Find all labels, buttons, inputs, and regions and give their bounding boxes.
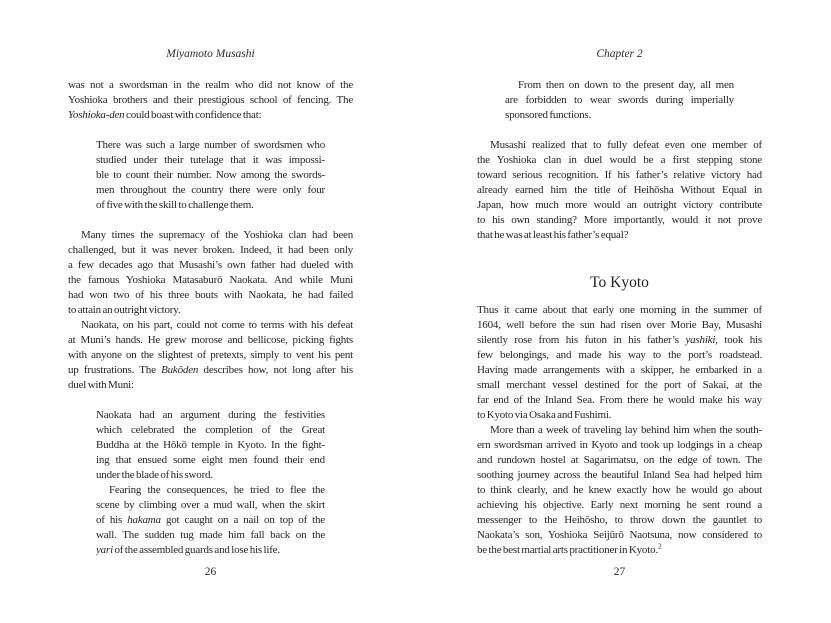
text-line: challenged, but it was never broken. Indeed, it had been only <box>68 244 353 256</box>
blockquote <box>96 483 325 558</box>
text-line: studied under their tutelage that it was impossi- <box>96 154 325 166</box>
blockquote <box>505 78 734 123</box>
paragraph <box>477 138 762 243</box>
text-line: to think clearly, and he knew exactly how he would go about <box>477 484 762 496</box>
text-line: with anyone on the slightest of pretexts, simply to vent his pent <box>68 349 353 361</box>
page-number-left: 26 <box>204 566 217 578</box>
text-line: wall. The sudden tug made him fall back on the <box>96 529 325 541</box>
blockquote <box>96 408 325 483</box>
right-page <box>477 0 762 623</box>
text-line: scene by climbing over a mud wall, when the skirt <box>96 499 325 511</box>
paragraph <box>68 78 353 123</box>
text-line: Thus it came about that early one morning in the summer of <box>477 304 762 316</box>
text-line: small merchant vessel destined for the port of Sakai, at the <box>477 379 762 391</box>
text-line: More than a week of traveling lay behind him when the south- <box>490 424 762 436</box>
text-line: up frustrations. The Bukōden describes how, not long after his <box>68 364 353 376</box>
right-body-top <box>477 78 762 243</box>
blockquote <box>96 138 325 213</box>
text-line: 1604, well before the sun had risen over Morie Bay, Musashi <box>477 319 762 331</box>
text-line: that he was at least his father’s equal? <box>477 229 629 241</box>
text-line: to his own standing? More importantly, would it not prove <box>477 214 762 226</box>
text-line: Fearing the consequences, he tried to flee the <box>109 484 325 496</box>
page-number-right: 27 <box>613 566 626 578</box>
left-page <box>68 0 353 623</box>
right-body-bottom <box>477 303 762 558</box>
text-line: Naokata’s son, Yoshioka Seijūrō Naotsuna, now considered to <box>477 529 762 541</box>
text-line: yari of the assembled guards and lose his life. <box>96 544 280 556</box>
text-line: Yoshioka-den could boast with confidence that: <box>68 109 262 121</box>
text-line: are forbidden to wear swords during imperially <box>505 94 734 106</box>
text-line: ing that ensued some eight men found their end <box>96 454 325 466</box>
text-line: already earned him the title of Heihōsha Without Equal in <box>477 184 762 196</box>
text-line: which celebrated the completion of the Great <box>96 424 325 436</box>
text-line: Naokata, on his part, could not come to terms with his defeat <box>81 319 353 331</box>
text-line: at Muni’s hands. He grew morose and bellicose, picking fights <box>68 334 353 346</box>
text-line: men throughout the country there were only four <box>96 184 325 196</box>
text-line: Yoshioka brothers and their prestigious school of fencing. The <box>68 94 353 106</box>
text-line: the Yoshioka clan in duel would be a first stepping stone <box>477 154 762 166</box>
text-line: achieving his objective. Early next morning he sent round a <box>477 499 762 511</box>
text-line: a few decades ago that Musashi’s own father had dueled with <box>68 259 353 271</box>
paragraph <box>477 303 762 423</box>
left-page-body <box>68 78 353 558</box>
text-line: was not a swordsman in the realm who did not know of the <box>68 79 353 91</box>
running-header-left: Miyamoto Musashi <box>166 48 255 60</box>
text-line: silently rose from his futon in his father’s yashiki, took his <box>477 334 762 346</box>
text-line: few belongings, and made his way to the port’s roadstead. <box>477 349 762 361</box>
text-line: Naokata had an argument during the festivities <box>96 409 325 421</box>
paragraph <box>68 228 353 318</box>
paragraph <box>477 423 762 558</box>
text-line: ern swordsman arrived in Kyoto and took up lodgings in a cheap <box>477 439 762 451</box>
text-line: toward serious recognition. If his father’s relative victory had <box>477 169 762 181</box>
text-line: sponsored functions. <box>505 109 592 121</box>
text-line: the famous Yoshioka Matasaburō Naokata. And while Muni <box>68 274 353 286</box>
text-line: messenger to the Heihōsho, to throw down the gauntlet to <box>477 514 762 526</box>
text-line: Buddha at the Hōkō temple in Kyoto. In the fight- <box>96 439 325 451</box>
text-line: far end of the Inland Sea. From there he would make his way <box>477 394 762 406</box>
text-line: of his hakama got caught on a nail on top of the <box>96 514 325 526</box>
running-header-right: Chapter 2 <box>596 48 643 60</box>
text-line: Japan, how much more would an outright victory contribute <box>477 199 762 211</box>
text-line: Musashi realized that to fully defeat even one member of <box>490 139 762 151</box>
text-line: to Kyoto via Osaka and Fushimi. <box>477 409 612 421</box>
text-line: under the blade of his sword. <box>96 469 213 481</box>
right-page-body <box>477 78 762 558</box>
text-line: Having made arrangements with a skipper, he embarked in a <box>477 364 762 376</box>
paragraph <box>68 318 353 393</box>
text-line: Many times the supremacy of the Yoshioka clan had been <box>81 229 353 241</box>
text-line: be the best martial arts practitioner in Kyoto.$^2$ <box>477 543 662 556</box>
section-heading: To Kyoto <box>590 274 649 291</box>
text-line: and rundown hostel at Sagarimatsu, on the edge of town. The <box>477 454 762 466</box>
text-line: to attain an outright victory. <box>68 304 181 316</box>
text-line: soothing journey across the beautiful Inland Sea had helped him <box>477 469 762 481</box>
text-line: of five with the skill to challenge them. <box>96 199 254 211</box>
text-line: From then on down to the present day, all men <box>518 79 734 91</box>
text-line: duel with Muni: <box>68 379 134 391</box>
text-line: There was such a large number of swordsmen who <box>96 139 325 151</box>
text-line: ble to count their number. Now among the swords- <box>96 169 325 181</box>
text-line: had won two of his three bouts with Naokata, he had failed <box>68 289 353 301</box>
